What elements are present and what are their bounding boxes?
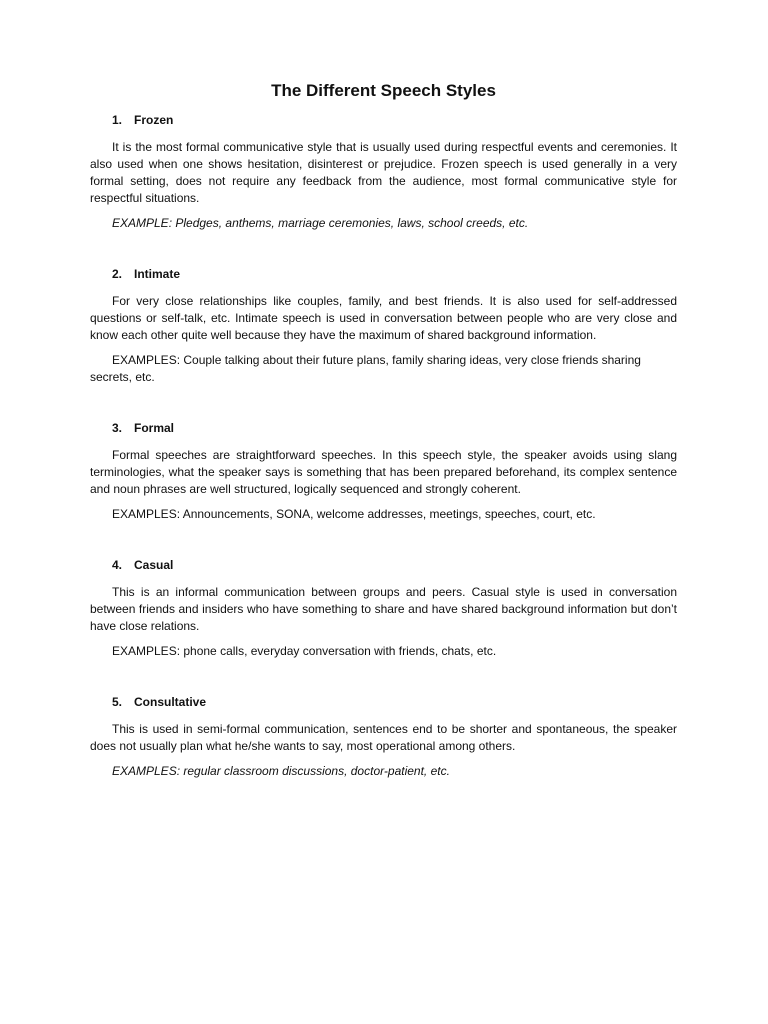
section-number: 4. [112, 558, 123, 572]
section-spacer [90, 386, 677, 420]
section-spacer [90, 523, 677, 557]
document-page [90, 78, 677, 780]
document-title: The Different Speech Styles [271, 81, 496, 100]
section-number: 2. [112, 267, 123, 281]
section-casual [90, 557, 677, 660]
section-heading [90, 420, 677, 437]
section-body: It is the most formal communicative style that is usually used during respectful events and ceremonies. It also used when one shows hesitation, disinterest or prejudice. Frozen speech is used generally in a very formal setting, does not require any feedback from the audience, most formal communicative style for respectful situations. [90, 140, 677, 205]
section-heading-label: Intimate [134, 267, 181, 281]
section-body: Formal speeches are straightforward speeches. In this speech style, the speaker avoids using slang terminologies, what the speaker says is something that has been prepared beforehand, its complex sentence and noun phrases are well structured, logically sequenced and strongly coherent. [90, 448, 677, 496]
section-intimate [90, 266, 677, 386]
section-example: EXAMPLES: regular classroom discussions, doctor-patient, etc. [112, 764, 450, 778]
section-number: 3. [112, 421, 123, 435]
section-heading-label: Formal [134, 421, 175, 435]
section-example: EXAMPLES: Couple talking about their future plans, family sharing ideas, very close friends sharing secrets, etc. [90, 353, 641, 384]
section-heading-label: Consultative [134, 695, 207, 709]
section-heading [90, 557, 677, 574]
section-heading-label: Frozen [134, 113, 174, 127]
section-example: EXAMPLE: Pledges, anthems, marriage ceremonies, laws, school creeds, etc. [112, 216, 529, 230]
section-example: EXAMPLES: Announcements, SONA, welcome addresses, meetings, speeches, court, etc. [112, 507, 596, 521]
section-heading-label: Casual [134, 558, 174, 572]
section-body: This is an informal communication between groups and peers. Casual style is used in conversation between friends and insiders who have something to share and have shared background information but don’t have close relations. [90, 585, 677, 633]
section-number: 5. [112, 695, 123, 709]
section-heading [90, 266, 677, 283]
section-example: EXAMPLES: phone calls, everyday conversation with friends, chats, etc. [112, 644, 497, 658]
section-frozen [90, 112, 677, 232]
section-body: For very close relationships like couples, family, and best friends. It is also used for self-addressed questions or self-talk, etc. Intimate speech is used in conversation between people who are very close and know each other quite well because they have the maximum of shared background information. [90, 294, 677, 342]
section-spacer [90, 232, 677, 266]
section-formal [90, 420, 677, 523]
section-spacer [90, 660, 677, 694]
section-heading [90, 112, 677, 129]
section-body: This is used in semi-formal communication, sentences end to be shorter and spontaneous, the speaker does not usually plan what he/she wants to say, most operational among others. [90, 722, 677, 753]
section-heading [90, 694, 677, 711]
section-consultative [90, 694, 677, 780]
section-number: 1. [112, 113, 123, 127]
